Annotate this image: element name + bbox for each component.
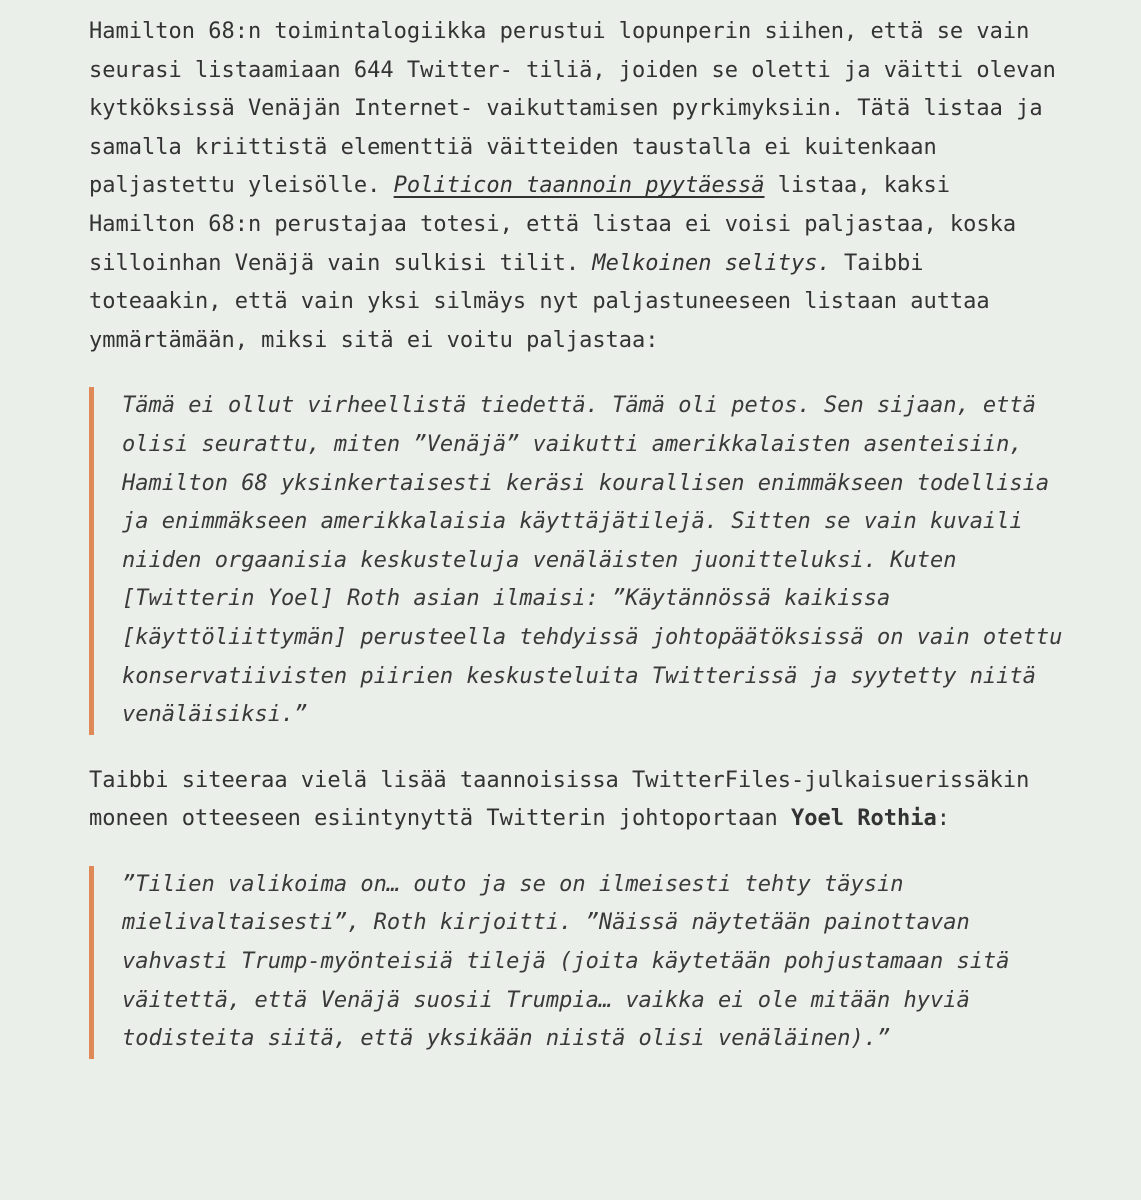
- paragraph-text: listaa, kaksi Hamilton 68:n perustajaa totesi, että listaa ei voisi paljastaa, koska silloinhan Venäjä vain sulkisi tilit.: [89, 173, 1017, 276]
- paragraph-text: Hamilton 68:n toimintalogiikka perustui lopunperin siihen, että se vain seurasi listaamiaan 644 Twitter- tiliä, joiden se oletti ja väitti olevan kytköksissä Venäjän Internet- vaikuttamisen pyrkimyksiin. Tätä listaa ja samalla kriittistä elementtiä väitteiden taustalla ei kuitenkaan paljastettu yleisölle.: [89, 19, 1056, 199]
- bold-name: Yoel Rothia: [791, 806, 937, 832]
- politico-link[interactable]: Politicon taannoin pyytäessä: [393, 173, 765, 199]
- paragraph-text: Taibbi toteaakin, että vain yksi silmäys nyt paljastuneeseen listaan auttaa ymmärtämään, miksi sitä ei voitu paljastaa:: [89, 250, 990, 353]
- quote-text: ”Tilien valikoima on… outo ja se on ilmeisesti tehty täysin mielivaltaisesti”, Roth kirjoitti. ”Näissä näytetään painottavan vahvasti Trump-myönteisiä tilejä (joita käytetään pohjustamaan sitä väitettä, että Venäjä suosii Trumpia… vaikka ei ole mitään hyviä todisteita siitä, että yksikään niistä olisi venäläinen).”: [122, 871, 1010, 1052]
- paragraph-text: :: [936, 806, 950, 832]
- paragraph-hamilton-68: [89, 13, 1069, 360]
- paragraph-roth-intro: [89, 762, 1069, 839]
- blockquote-roth: [89, 866, 1069, 1059]
- emphasis-text: Melkoinen selitys.: [592, 250, 831, 276]
- paragraph-text: Taibbi siteeraa vielä lisää taannoisissa TwitterFiles-julkaisuerissäkin moneen otteeseen esiintynyttä Twitterin johtoportaan: [89, 767, 1030, 832]
- article-body: [89, 13, 1069, 1086]
- quote-text: Tämä ei ollut virheellistä tiedettä. Tämä oli petos. Sen sijaan, että olisi seurattu, miten ”Venäjä” vaikutti amerikkalaisten asenteisiin, Hamilton 68 yksinkertaisesti keräsi kourallisen enimmäkseen todellisia ja enimmäkseen amerikkalaisia käyttäjätilejä. Sitten se vain kuvaili niiden orgaanisia keskusteluja venäläisten juonitteluksi. Kuten [Twitterin Yoel] Roth asian ilmaisi: ”Käytännössä kaikissa [käyttöliittymän] perusteella tehdyissä johtopäätöksissä on vain otettu konservatiivisten piirien keskusteluita Twitterissä ja syytetty niitä venäläisiksi.”: [122, 393, 1063, 728]
- blockquote-taibbi: [89, 387, 1069, 734]
